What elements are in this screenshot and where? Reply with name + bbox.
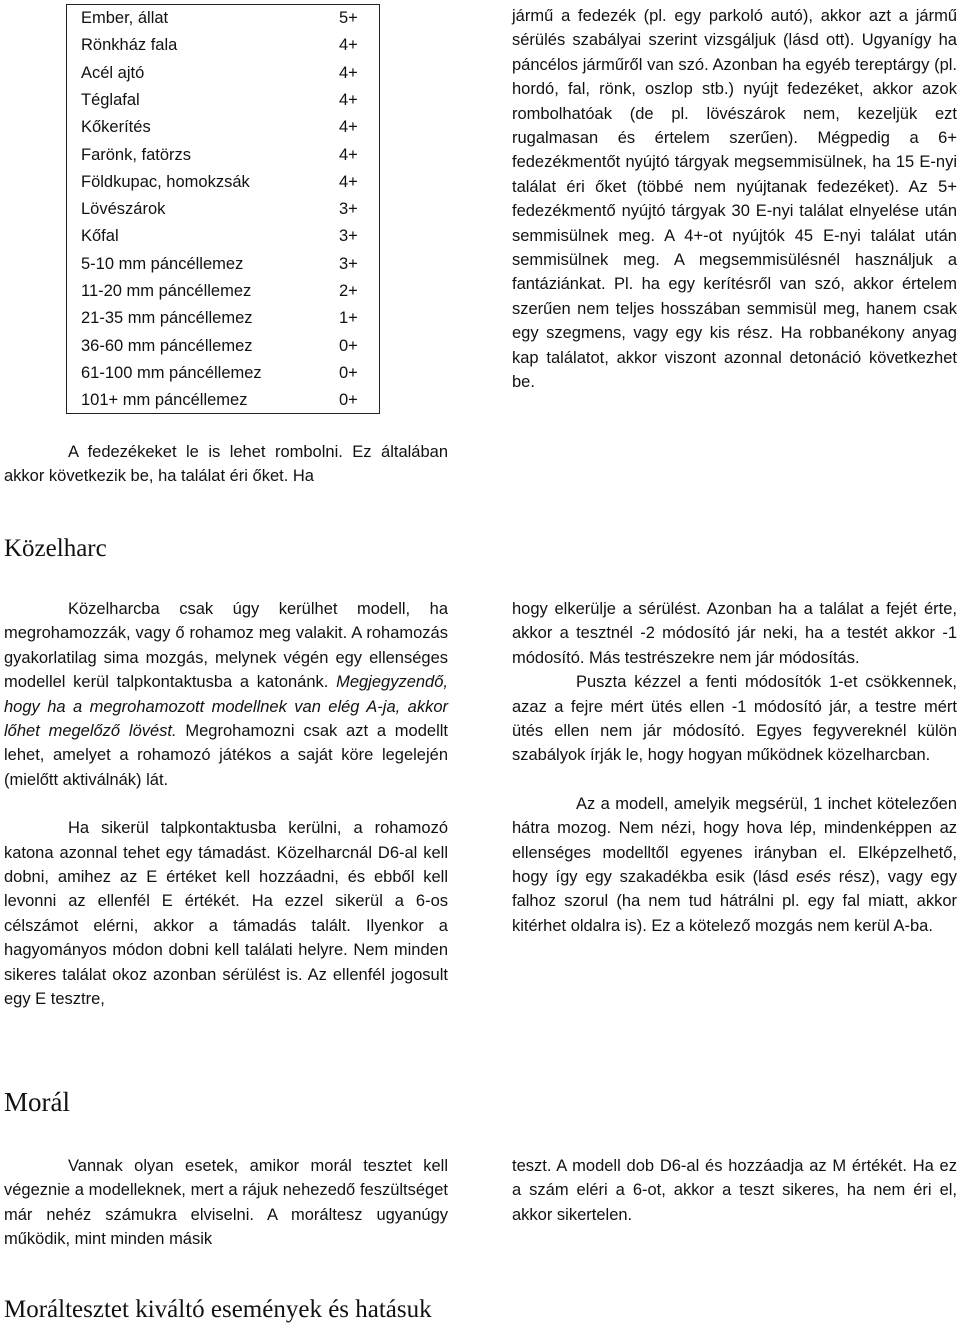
cover-table-row [81,36,367,63]
kozelharc-right [512,597,957,938]
kozelharc-paragraph-1: Közelharcba csak úgy kerülhet modell, ha megrohamozzák, vagy ő rohamoz meg valakit. A rohamozás gyakorlatilag sima mozgás, melynek végén egy ellenséges modellel kerül talpkontaktusba a katonánk. Megjegyzendő, hogy ha a megrohamozott modellnek van elég A-ja, akkor lőhet megelőző lövést. Megrohamozni csak azt a modellt lehet, amelyet a rohamozó játékos a saját köre legelején (mielőtt aktiválnák) lát. [4,600,448,789]
cover-material: Rönkház fala [81,36,178,55]
cover-text-left: A fedezékeket le is lehet rombolni. Ez általában akkor következik be, ha találat éri őket. Ha [4,443,448,486]
cover-material: 5-10 mm páncéllemez [81,254,244,273]
cover-value: 3+ [339,254,358,273]
cover-value: 0+ [339,363,358,382]
cover-table [66,4,380,414]
cover-value: 4+ [339,145,358,164]
cover-material: 11-20 mm páncéllemez [81,282,252,300]
kozelharc-paragraph-5: Az a modell, amelyik megsérül, 1 inchet kötelezően hátra mozog. Nem nézi, hogy hova lép, mindenképpen az ellenséges modelltől egyenes irányban el. Elképzelhető, hogy így egy szakadékba esik (lásd esés rész), vagy egy falhoz szorul (ha nem tud hátrálni pl. egy fal miatt, akkor kitérhet oldalra is). Ez a kötelező mozgás nem kerül A-ba. [512,794,957,935]
cover-table-row [81,200,367,227]
cover-material: Kőfal [81,227,119,246]
cover-value: 4+ [339,36,358,55]
cover-material: Farönk, fatörzs [81,145,192,164]
cover-value: 1+ [339,309,358,328]
cover-value: 2+ [339,282,358,300]
kozelharc-paragraph-3: hogy elkerülje a sérülést. Azonban ha a találat a fejét érte, akkor a tesztnél -2 módosító jár neki, ha a testét akkor -1 módosító. Más testrészekre nem jár módosítás. [512,600,957,667]
kozelharc-left [4,597,448,1012]
cover-table-row [81,146,367,173]
cover-material: Lövészárok [81,200,166,219]
cover-text-right: jármű a fedezék (pl. egy parkoló autó), akkor azt a jármű sérülés szabályai szerint vizsgáljuk (lásd ott). Ugyanígy ha páncélos járműről van szó. Azonban ha egyéb tereptárgy (pl. hordó, fal, rönk, oszlop stb.) nyújt fedezéket, akkor azok rombolhatóak (de pl. lövészárok nem, kezeljük ezt rugalmasan és értelem szerűen). Mégpedig a 6+ fedezékmentőt nyújtó tárgyak megsemmisülnek, ha 15 E-nyi találat éri őket (többé nem nyújtanak fedezéket). Az 5+ fedezékmentő nyújtó tárgyak 30 E-nyi találat elnyelése után semmisülnek meg. A 4+-ot nyújtók 45 E-nyi találat után semmisülnek meg. A megsemmisülésnél használjuk a fantáziánkat. Pl. ha egy kerítésről van szó, akkor értelem szerűen nem teljes hosszában semmisül meg, hanem csak egy szegmens, vagy egy kis rész. Ha robbanékony anyag kap találatot, akkor viszont azonnal detonáció következhet be. [512,7,957,392]
cover-table-row [81,118,367,145]
cover-material: 101+ mm páncéllemez [81,391,248,410]
cover-table-row [81,173,367,200]
cover-material: Acél ajtó [81,63,145,82]
kozelharc-paragraph-2: Ha sikerül talpkontaktusba kerülni, a rohamozó katona azonnal tehet egy támadást. Közelharcnál D6-al kell dobni, amihez az E értéket kell hozzáadni, és ebből kell levonni az ellenfél E értékét. Ha ezzel sikerül a 6-os célszámot elérni, akkor a támadás talált. Ilyenkor a hagyományos módon dobni kell találati helyre. Nem minden sikeres találat okoz azonban sérülést is. Az ellenfél jogosult egy E tesztre, [4,819,448,1009]
cover-material: 21-35 mm páncéllemez [81,309,253,328]
cover-value: 4+ [339,172,358,191]
cover-value: 0+ [339,391,358,410]
cover-value: 0+ [339,336,358,355]
heading-moral-events: Moráltesztet kiváltó események és hatásuk [4,1296,432,1323]
moral-right: teszt. A modell dob D6-al és hozzáadja az M értékét. Ha ez a szám eléri a 6-ot, akkor a teszt sikeres, ha nem éri el, akkor sikertelen. [512,1157,957,1224]
cover-table-row [81,337,367,364]
cover-value: 3+ [339,227,358,246]
cover-table-row [81,255,367,282]
heading-kozelharc: Közelharc [4,535,107,562]
cover-material: Földkupac, homokzsák [81,172,250,191]
cover-material: 61-100 mm páncéllemez [81,363,262,382]
cover-table-row [81,391,367,418]
cover-material: Ember, állat [81,9,169,27]
cover-value: 4+ [339,118,358,137]
cover-table-row [81,227,367,254]
cover-material: 36-60 mm páncéllemez [81,336,253,355]
cover-table-row [81,309,367,336]
cover-value: 5+ [339,9,358,27]
moral-left: Vannak olyan esetek, amikor morál tesztet kell végeznie a modelleknek, mert a rájuk nehezedő feszültséget már nehéz számukra elviselni. A moráltesz ugyanúgy működik, mint minden másik [4,1157,448,1249]
cover-table-row [81,91,367,118]
cover-table-row [81,9,367,36]
heading-moral: Morál [4,1087,70,1117]
cover-value: 4+ [339,63,358,82]
cover-table-row [81,282,367,309]
cover-table-row [81,64,367,91]
cover-material: Téglafal [81,90,140,109]
cover-value: 3+ [339,200,358,219]
cover-value: 4+ [339,90,358,109]
kozelharc-paragraph-4: Puszta kézzel a fenti módosítók 1-et csökkennek, azaz a fejre mért ütés ellen -1 módosító jár, a testre mért ütés ellen nem jár módosító. Egyes fegyvereknél külön szabályok írják le, hogy hogyan működnek közelharcban. [512,673,957,765]
cover-table-row [81,364,367,391]
cover-material: Kőkerítés [81,118,151,137]
